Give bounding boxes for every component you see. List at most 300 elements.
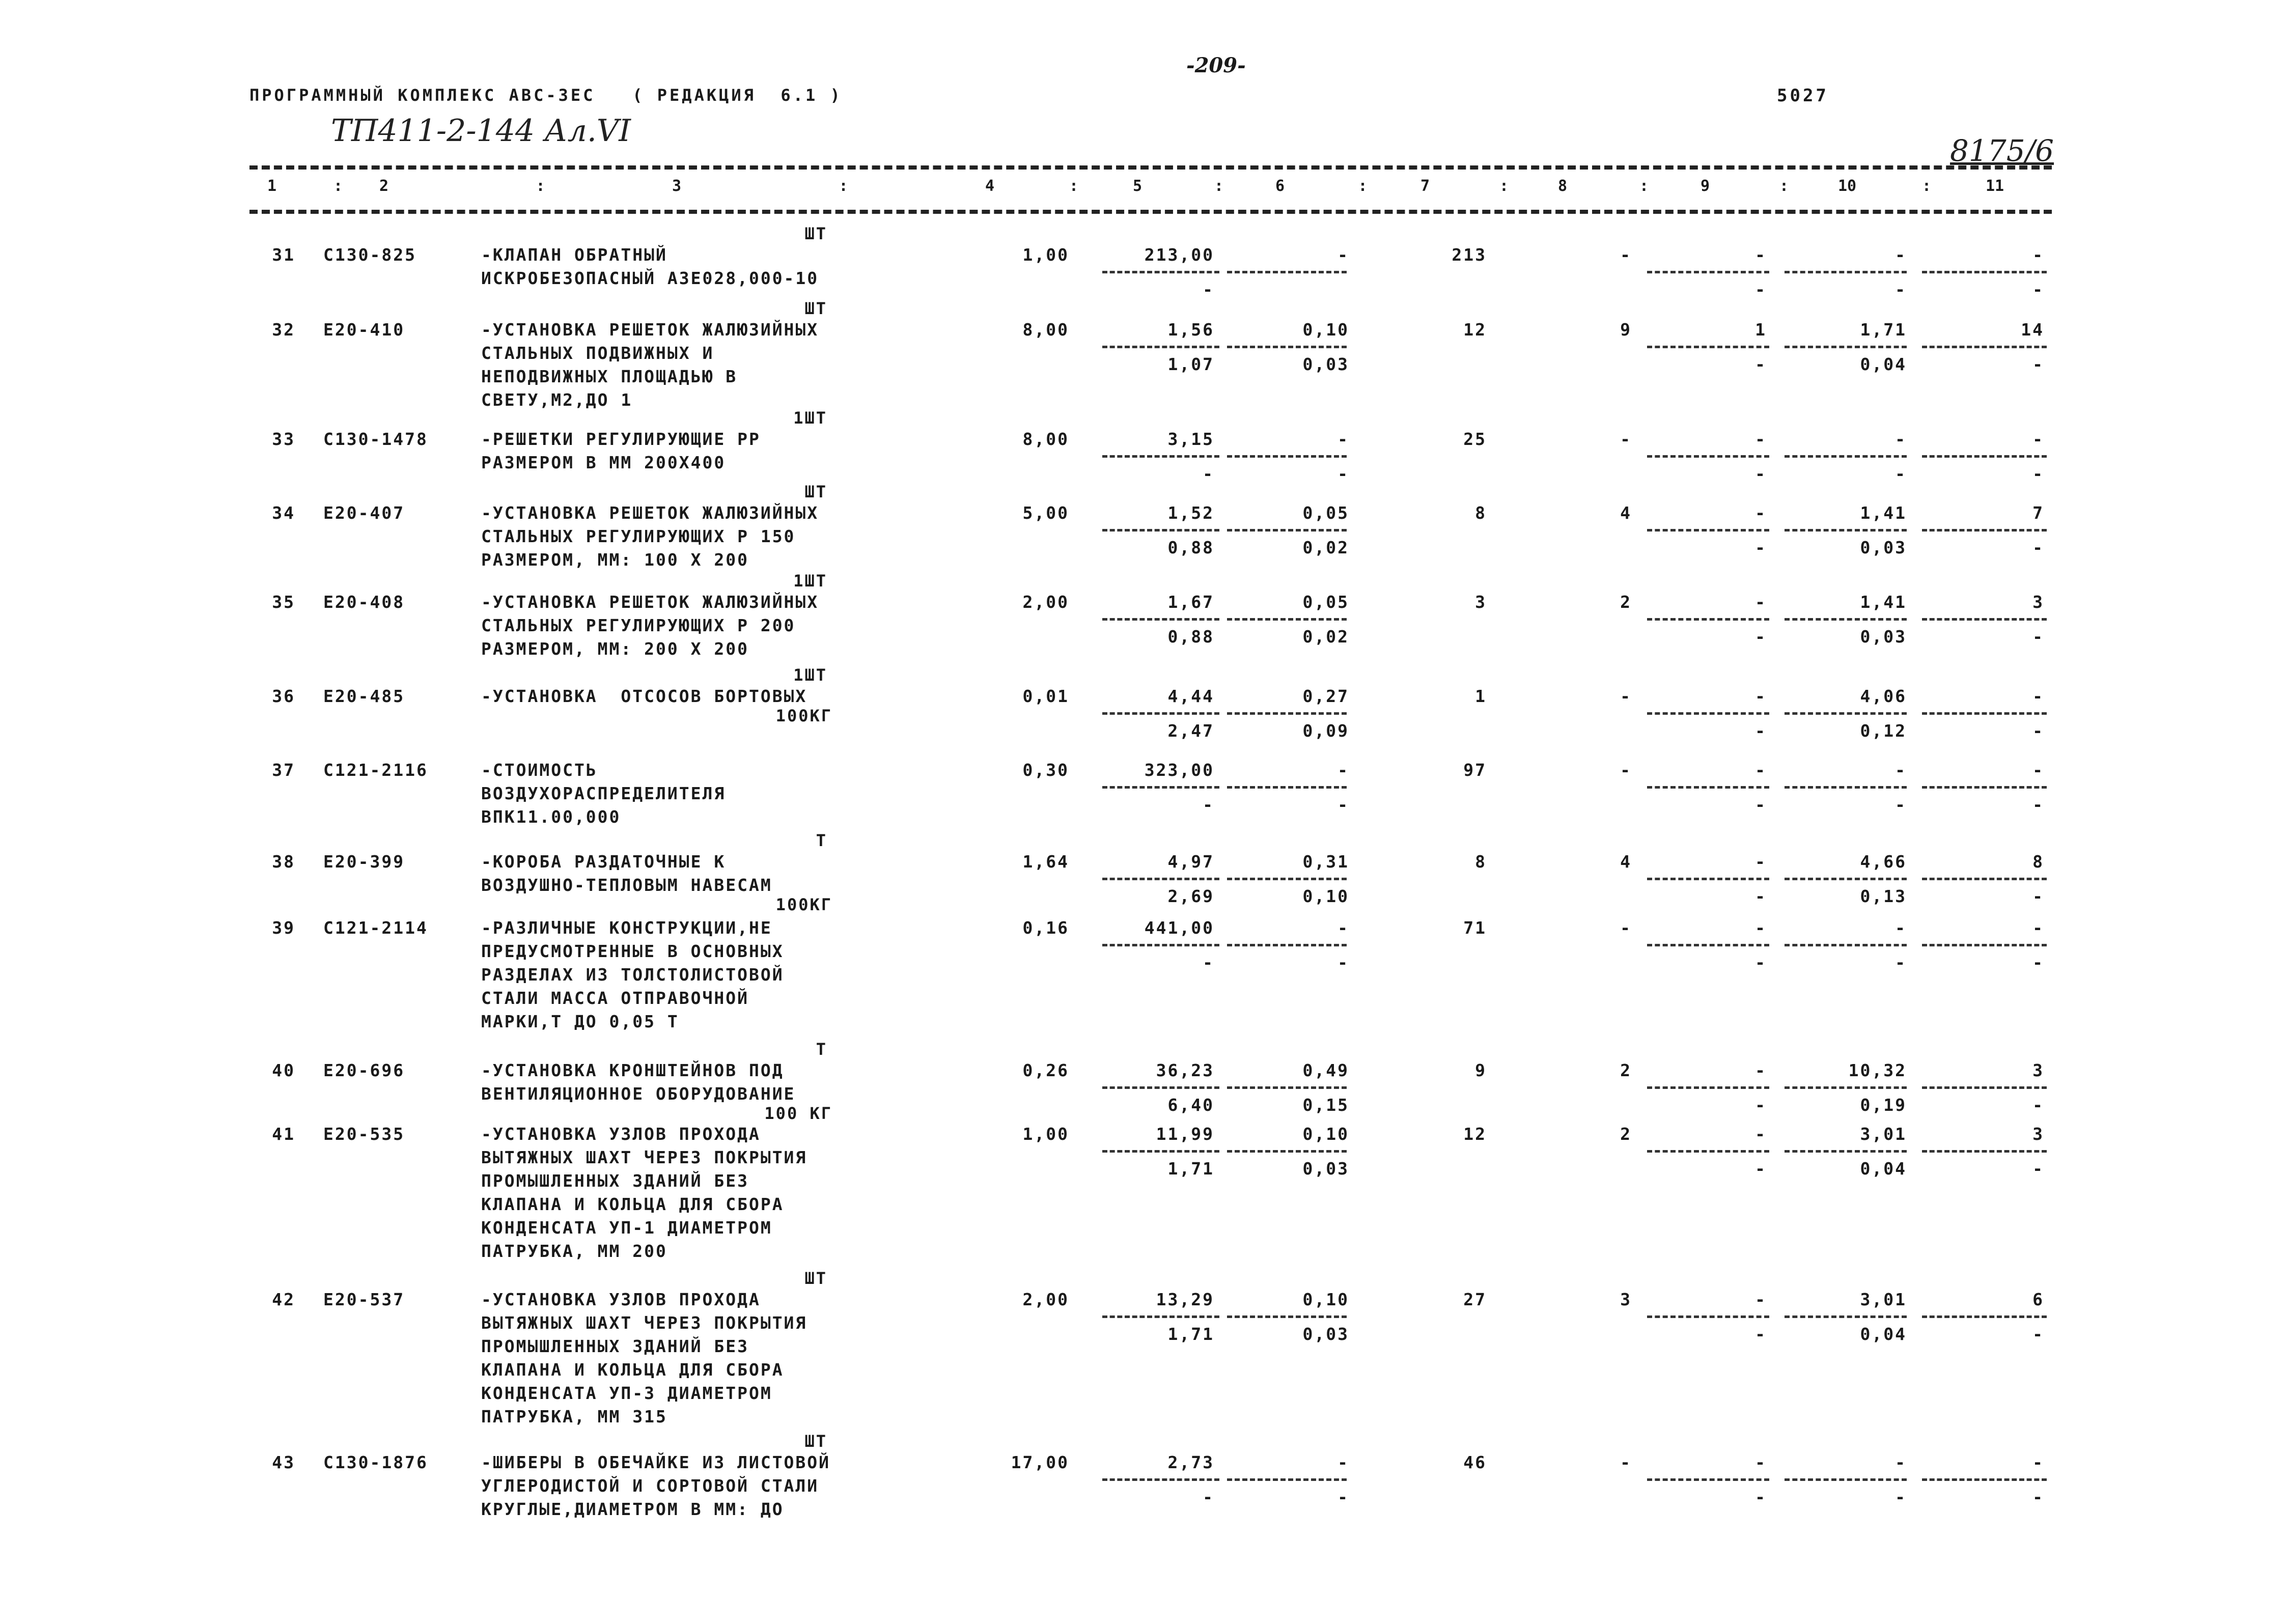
unit-label: 1ШТ — [793, 665, 827, 685]
machine-wage-total: - — [1755, 795, 1767, 815]
value-separator — [1785, 346, 1907, 348]
value-separator — [1922, 529, 2047, 531]
machine-cost-wage: 0,02 — [1302, 538, 1349, 557]
column-divider: : — [1639, 177, 1649, 195]
item-description-line: ПРОМЫШЛЕННЫХ ЗДАНИЙ БЕЗ — [481, 1336, 749, 1356]
unit-cost-total: 2,73 — [1167, 1452, 1214, 1472]
machine-total: 1 — [1755, 320, 1767, 340]
item-description-line: СТАЛИ МАССА ОТПРАВОЧНОЙ — [481, 988, 749, 1008]
wages-total: - — [1620, 429, 1632, 449]
unit-cost-total: 441,00 — [1144, 918, 1214, 938]
item-code: С121-2114 — [323, 918, 428, 938]
machine-cost: - — [1337, 918, 1349, 938]
row-number: 41 — [272, 1124, 295, 1144]
value-separator — [1922, 1150, 2047, 1153]
unit-label: 1ШТ — [793, 571, 827, 591]
labor-hours-machine: 0,13 — [1860, 886, 1907, 906]
value-separator — [1922, 271, 2047, 273]
column-header-6: 6 — [1275, 177, 1285, 195]
column-header-11: 11 — [1986, 177, 2004, 195]
value-separator — [1227, 878, 1347, 880]
unit-cost-wage: - — [1203, 279, 1214, 299]
column-header-3: 3 — [672, 177, 682, 195]
column-divider: : — [536, 177, 545, 195]
value-separator — [1785, 1150, 1907, 1153]
column-divider: : — [1922, 177, 1932, 195]
unit-cost-total: 4,97 — [1167, 852, 1214, 872]
quantity: 8,00 — [1022, 320, 1069, 340]
value-separator — [1647, 712, 1769, 715]
unit-cost-wage: - — [1203, 953, 1214, 972]
labor-hours-total: 6 — [2032, 1290, 2044, 1309]
quantity: 17,00 — [1011, 1452, 1069, 1472]
column-header-7: 7 — [1420, 177, 1430, 195]
labor-hours: - — [1895, 1452, 1907, 1472]
value-separator — [1102, 346, 1219, 348]
labor-hours-machine: - — [1895, 795, 1907, 815]
labor-hours-machine: 0,04 — [1860, 354, 1907, 374]
value-separator — [1647, 1150, 1769, 1153]
machine-cost: 0,10 — [1302, 1290, 1349, 1309]
labor-hours-machine-total: - — [2032, 1159, 2044, 1179]
unit-cost-wage: - — [1203, 464, 1214, 484]
machine-cost: 0,10 — [1302, 1124, 1349, 1144]
row-number: 40 — [272, 1060, 295, 1080]
item-description-line: ВЕНТИЛЯЦИОННОЕ ОБОРУДОВАНИЕ — [481, 1084, 796, 1104]
column-divider: : — [1358, 177, 1368, 195]
total-cost: 12 — [1463, 320, 1487, 340]
labor-hours-machine: - — [1895, 279, 1907, 299]
item-description-line: СТАЛЬНЫХ ПОДВИЖНЫХ И — [481, 343, 714, 363]
column-header-10: 10 — [1838, 177, 1857, 195]
column-divider: : — [1499, 177, 1509, 195]
machine-wage-total: - — [1755, 464, 1767, 484]
row-number: 43 — [272, 1452, 295, 1472]
total-cost: 46 — [1463, 1452, 1487, 1472]
labor-hours-machine-total: - — [2032, 721, 2044, 741]
unit-cost-wage: 2,69 — [1167, 886, 1214, 906]
row-number: 36 — [272, 686, 295, 706]
machine-wage-total: - — [1755, 627, 1767, 647]
machine-cost-wage: - — [1337, 464, 1349, 484]
value-separator — [1647, 944, 1769, 946]
item-description-line: КОНДЕНСАТА УП-1 ДИАМЕТРОМ — [481, 1218, 772, 1238]
row-number: 33 — [272, 429, 295, 449]
machine-wage-total: - — [1755, 279, 1767, 299]
total-cost: 8 — [1475, 503, 1487, 523]
item-description-line: -УСТАНОВКА РЕШЕТОК ЖАЛЮЗИЙНЫХ — [481, 592, 819, 612]
machine-cost: 0,49 — [1302, 1060, 1349, 1080]
value-separator — [1785, 529, 1907, 531]
item-description-line: РАЗДЕЛАХ ИЗ ТОЛСТОЛИСТОВОЙ — [481, 965, 784, 985]
column-header-1: 1 — [267, 177, 277, 195]
column-header-5: 5 — [1133, 177, 1142, 195]
machine-wage-total: - — [1755, 953, 1767, 972]
value-separator — [1227, 271, 1347, 273]
wages-total: - — [1620, 760, 1632, 780]
value-separator — [1922, 1315, 2047, 1318]
item-code: С121-2116 — [323, 760, 428, 780]
quantity: 1,64 — [1022, 852, 1069, 872]
machine-cost: - — [1337, 760, 1349, 780]
item-description-line: -КЛАПАН ОБРАТНЫЙ — [481, 245, 667, 265]
unit-cost-wage: 6,40 — [1167, 1095, 1214, 1115]
labor-hours: 4,66 — [1860, 852, 1907, 872]
labor-hours-machine-total: - — [2032, 1095, 2044, 1115]
value-separator — [1922, 346, 2047, 348]
unit-cost-wage: 1,71 — [1167, 1324, 1214, 1344]
total-cost: 71 — [1463, 918, 1487, 938]
labor-hours-machine: - — [1895, 1487, 1907, 1507]
row-number: 34 — [272, 503, 295, 523]
item-code: Е20-410 — [323, 320, 405, 340]
unit-cost-total: 13,29 — [1156, 1290, 1214, 1309]
value-separator — [1922, 944, 2047, 946]
labor-hours-machine-total: - — [2032, 627, 2044, 647]
top-rule — [249, 165, 2052, 170]
unit-cost-wage: - — [1203, 795, 1214, 815]
quantity: 1,00 — [1022, 1124, 1069, 1144]
labor-hours: 3,01 — [1860, 1124, 1907, 1144]
value-separator — [1647, 346, 1769, 348]
machine-total: - — [1755, 592, 1767, 612]
item-description-line: МАРКИ,Т ДО 0,05 Т — [481, 1012, 679, 1031]
labor-hours: 10,32 — [1848, 1060, 1907, 1080]
unit-cost-total: 36,23 — [1156, 1060, 1214, 1080]
total-cost: 1 — [1475, 686, 1487, 706]
item-description-line: ВЫТЯЖНЫХ ШАХТ ЧЕРЕЗ ПОКРЫТИЯ — [481, 1313, 807, 1333]
row-number: 32 — [272, 320, 295, 340]
labor-hours: - — [1895, 760, 1907, 780]
unit-cost-wage: 1,07 — [1167, 354, 1214, 374]
column-divider: : — [333, 177, 343, 195]
machine-total: - — [1755, 686, 1767, 706]
item-description-line: ВОЗДУШНО-ТЕПЛОВЫМ НАВЕСАМ — [481, 875, 772, 895]
value-separator — [1102, 1086, 1219, 1089]
item-description-line: КЛАПАНА И КОЛЬЦА ДЛЯ СБОРА — [481, 1194, 784, 1214]
unit-label: ШТ — [804, 482, 827, 501]
item-description-line: НЕПОДВИЖНЫХ ПЛОЩАДЬЮ В — [481, 367, 738, 386]
value-separator — [1785, 455, 1907, 458]
quantity: 0,01 — [1022, 686, 1069, 706]
machine-total: - — [1755, 245, 1767, 265]
wages-total: 3 — [1620, 1290, 1632, 1309]
machine-cost-wage: 0,15 — [1302, 1095, 1349, 1115]
item-description-line: ПАТРУБКА, ММ 315 — [481, 1407, 667, 1426]
quantity: 5,00 — [1022, 503, 1069, 523]
column-divider: : — [839, 177, 848, 195]
labor-hours-machine: - — [1895, 953, 1907, 972]
item-description-line: СВЕТУ,М2,ДО 1 — [481, 390, 633, 410]
unit-cost-total: 323,00 — [1144, 760, 1214, 780]
value-separator — [1102, 618, 1219, 621]
item-description-line: -РЕШЕТКИ РЕГУЛИРУЮЩИЕ РР — [481, 429, 761, 449]
total-cost: 97 — [1463, 760, 1487, 780]
total-cost: 27 — [1463, 1290, 1487, 1309]
unit-label: ШТ — [804, 1269, 827, 1288]
unit-cost-total: 11,99 — [1156, 1124, 1214, 1144]
machine-cost: - — [1337, 1452, 1349, 1472]
item-description-line: ВЫТЯЖНЫХ ШАХТ ЧЕРЕЗ ПОКРЫТИЯ — [481, 1147, 807, 1167]
labor-hours-machine-total: - — [2032, 279, 2044, 299]
value-separator — [1922, 1478, 2047, 1481]
item-code: С130-1478 — [323, 429, 428, 449]
unit-cost-total: 1,56 — [1167, 320, 1214, 340]
machine-total: - — [1755, 1452, 1767, 1472]
quantity: 0,30 — [1022, 760, 1069, 780]
value-separator — [1785, 618, 1907, 621]
value-separator — [1102, 712, 1219, 715]
item-description-line: УГЛЕРОДИСТОЙ И СОРТОВОЙ СТАЛИ — [481, 1476, 819, 1496]
labor-hours-machine: 0,19 — [1860, 1095, 1907, 1115]
machine-cost-wage: 0,09 — [1302, 721, 1349, 741]
row-number: 35 — [272, 592, 295, 612]
item-description-line: СТАЛЬНЫХ РЕГУЛИРУЮЩИХ Р 200 — [481, 615, 796, 635]
item-description-line: -УСТАНОВКА РЕШЕТОК ЖАЛЮЗИЙНЫХ — [481, 320, 819, 340]
quantity: 0,16 — [1022, 918, 1069, 938]
machine-total: - — [1755, 1124, 1767, 1144]
machine-cost-wage: 0,03 — [1302, 1324, 1349, 1344]
value-separator — [1102, 455, 1219, 458]
unit-cost-wage: - — [1203, 1487, 1214, 1507]
value-separator — [1922, 455, 2047, 458]
labor-hours-total: 14 — [2021, 320, 2044, 340]
labor-hours-total: - — [2032, 1452, 2044, 1472]
value-separator — [1102, 786, 1219, 789]
unit-label: Т — [816, 831, 827, 850]
item-description-line: -КОРОБА РАЗДАТОЧНЫЕ К — [481, 852, 726, 872]
item-description-line: РАЗМЕРОМ, ММ: 200 Х 200 — [481, 639, 749, 659]
item-description-line: ПРЕДУСМОТРЕННЫЕ В ОСНОВНЫХ — [481, 941, 784, 961]
item-description-line: РАЗМЕРОМ, ММ: 100 Х 200 — [481, 550, 749, 570]
value-separator — [1227, 1478, 1347, 1481]
value-separator — [1647, 878, 1769, 880]
labor-hours-machine: 0,12 — [1860, 721, 1907, 741]
wages-total: - — [1620, 245, 1632, 265]
item-description-line: ПАТРУБКА, ММ 200 — [481, 1241, 667, 1261]
wages-total: 9 — [1620, 320, 1632, 340]
value-separator — [1227, 1150, 1347, 1153]
value-separator — [1785, 1086, 1907, 1089]
column-header-8: 8 — [1558, 177, 1568, 195]
wages-total: 2 — [1620, 1060, 1632, 1080]
item-description-line: КОНДЕНСАТА УП-3 ДИАМЕТРОМ — [481, 1383, 772, 1403]
item-description-line: КЛАПАНА И КОЛЬЦА ДЛЯ СБОРА — [481, 1360, 784, 1380]
labor-hours: 1,71 — [1860, 320, 1907, 340]
value-separator — [1647, 1315, 1769, 1318]
item-description-line: ВОЗДУХОРАСПРЕДЕЛИТЕЛЯ — [481, 783, 726, 803]
labor-hours-machine: 0,04 — [1860, 1159, 1907, 1179]
wages-total: 2 — [1620, 592, 1632, 612]
value-separator — [1785, 786, 1907, 789]
value-separator — [1227, 1315, 1347, 1318]
machine-wage-total: - — [1755, 1324, 1767, 1344]
labor-hours-machine-total: - — [2032, 354, 2044, 374]
labor-hours: 1,41 — [1860, 503, 1907, 523]
machine-cost: 0,05 — [1302, 592, 1349, 612]
labor-hours: - — [1895, 918, 1907, 938]
row-number: 37 — [272, 760, 295, 780]
value-separator — [1647, 1086, 1769, 1089]
wages-total: - — [1620, 686, 1632, 706]
labor-hours-total: - — [2032, 918, 2044, 938]
item-description-line: РАЗМЕРОМ В ММ 200Х400 — [481, 453, 726, 472]
total-cost: 8 — [1475, 852, 1487, 872]
labor-hours-machine-total: - — [2032, 538, 2044, 557]
machine-cost-wage: - — [1337, 1487, 1349, 1507]
labor-hours-machine: 0,03 — [1860, 538, 1907, 557]
item-code: Е20-696 — [323, 1060, 405, 1080]
column-header-2: 2 — [379, 177, 389, 195]
labor-hours-total: 8 — [2032, 852, 2044, 872]
row-number: 31 — [272, 245, 295, 265]
column-divider: : — [1779, 177, 1789, 195]
item-description-line: -ШИБЕРЫ В ОБЕЧАЙКЕ ИЗ ЛИСТОВОЙ — [481, 1452, 831, 1472]
labor-hours-machine-total: - — [2032, 464, 2044, 484]
value-separator — [1647, 271, 1769, 273]
total-cost: 3 — [1475, 592, 1487, 612]
labor-hours: 3,01 — [1860, 1290, 1907, 1309]
machine-cost-wage: 0,02 — [1302, 627, 1349, 647]
value-separator — [1922, 712, 2047, 715]
item-description-line: -УСТАНОВКА УЗЛОВ ПРОХОДА — [481, 1124, 761, 1144]
value-separator — [1102, 1478, 1219, 1481]
machine-total: - — [1755, 1060, 1767, 1080]
value-separator — [1785, 1315, 1907, 1318]
machine-wage-total: - — [1755, 538, 1767, 557]
unit-cost-total: 213,00 — [1144, 245, 1214, 265]
machine-cost: - — [1337, 429, 1349, 449]
header-rule — [249, 210, 2052, 214]
machine-cost-wage: - — [1337, 795, 1349, 815]
value-separator — [1227, 529, 1347, 531]
total-cost: 12 — [1463, 1124, 1487, 1144]
value-separator — [1785, 878, 1907, 880]
machine-total: - — [1755, 503, 1767, 523]
column-header-4: 4 — [985, 177, 995, 195]
labor-hours-machine: - — [1895, 464, 1907, 484]
value-separator — [1647, 455, 1769, 458]
machine-cost-wage: - — [1337, 953, 1349, 972]
machine-wage-total: - — [1755, 1487, 1767, 1507]
item-description-line: СТАЛЬНЫХ РЕГУЛИРУЮЩИХ Р 150 — [481, 526, 796, 546]
unit-label: 100 КГ — [764, 1104, 832, 1123]
wages-total: 4 — [1620, 852, 1632, 872]
item-description-line: ИСКРОБЕЗОПАСНЫЙ АЗЕ028,000-10 — [481, 268, 819, 288]
value-separator — [1785, 712, 1907, 715]
machine-total: - — [1755, 1290, 1767, 1309]
item-code: Е20-537 — [323, 1290, 405, 1309]
value-separator — [1785, 271, 1907, 273]
unit-cost-wage: 2,47 — [1167, 721, 1214, 741]
labor-hours-total: 3 — [2032, 1124, 2044, 1144]
labor-hours-total: 3 — [2032, 1060, 2044, 1080]
wages-total: 4 — [1620, 503, 1632, 523]
item-code: Е20-485 — [323, 686, 405, 706]
labor-hours: - — [1895, 245, 1907, 265]
labor-hours-machine-total: - — [2032, 886, 2044, 906]
value-separator — [1227, 944, 1347, 946]
machine-wage-total: - — [1755, 886, 1767, 906]
unit-cost-wage: 0,88 — [1167, 627, 1214, 647]
value-separator — [1227, 1086, 1347, 1089]
item-description-line: -РАЗЛИЧНЫЕ КОНСТРУКЦИИ,НЕ — [481, 918, 772, 938]
column-divider: : — [1214, 177, 1224, 195]
stamp-number: 8175/6 — [1950, 133, 2054, 168]
wages-total: - — [1620, 918, 1632, 938]
labor-hours-total: - — [2032, 245, 2044, 265]
value-separator — [1922, 618, 2047, 621]
labor-hours: 4,06 — [1860, 686, 1907, 706]
value-separator — [1785, 1478, 1907, 1481]
machine-total: - — [1755, 852, 1767, 872]
labor-hours-machine: 0,03 — [1860, 627, 1907, 647]
total-cost: 25 — [1463, 429, 1487, 449]
labor-hours-machine: 0,04 — [1860, 1324, 1907, 1344]
value-separator — [1227, 346, 1347, 348]
value-separator — [1922, 1086, 2047, 1089]
item-description-line: -УСТАНОВКА УЗЛОВ ПРОХОДА — [481, 1290, 761, 1309]
value-separator — [1102, 529, 1219, 531]
value-separator — [1227, 712, 1347, 715]
machine-cost-wage: 0,10 — [1302, 886, 1349, 906]
item-description-line: КРУГЛЫЕ,ДИАМЕТРОМ В ММ: ДО — [481, 1499, 784, 1519]
labor-hours-machine-total: - — [2032, 795, 2044, 815]
row-number: 38 — [272, 852, 295, 872]
value-separator — [1785, 944, 1907, 946]
value-separator — [1227, 786, 1347, 789]
value-separator — [1227, 455, 1347, 458]
value-separator — [1647, 618, 1769, 621]
machine-total: - — [1755, 429, 1767, 449]
handwritten-project-id: ТП411-2-144 Ал.VI — [331, 113, 631, 149]
quantity: 1,00 — [1022, 245, 1069, 265]
item-description-line: -СТОИМОСТЬ — [481, 760, 598, 780]
value-separator — [1102, 271, 1219, 273]
row-number: 42 — [272, 1290, 295, 1309]
machine-wage-total: - — [1755, 354, 1767, 374]
machine-wage-total: - — [1755, 721, 1767, 741]
item-code: Е20-408 — [323, 592, 405, 612]
labor-hours-total: - — [2032, 686, 2044, 706]
wages-total: 2 — [1620, 1124, 1632, 1144]
value-separator — [1647, 786, 1769, 789]
machine-cost: 0,31 — [1302, 852, 1349, 872]
value-separator — [1102, 1315, 1219, 1318]
item-code: С130-825 — [323, 245, 416, 265]
item-description-line: -УСТАНОВКА ОТСОСОВ БОРТОВЫХ — [481, 686, 807, 706]
page-number: -209- — [1186, 53, 1246, 77]
machine-wage-total: - — [1755, 1159, 1767, 1179]
machine-cost-wage: 0,03 — [1302, 354, 1349, 374]
value-separator — [1102, 878, 1219, 880]
document-code: 5027 — [1777, 86, 1829, 106]
unit-label: Т — [816, 1040, 827, 1059]
quantity: 0,26 — [1022, 1060, 1069, 1080]
total-cost: 213 — [1452, 245, 1487, 265]
wages-total: - — [1620, 1452, 1632, 1472]
value-separator — [1922, 878, 2047, 880]
item-code: С130-1876 — [323, 1452, 428, 1472]
item-code: Е20-535 — [323, 1124, 405, 1144]
machine-cost: - — [1337, 245, 1349, 265]
unit-label: ШТ — [804, 1432, 827, 1451]
value-separator — [1922, 786, 2047, 789]
machine-total: - — [1755, 760, 1767, 780]
item-description-line: -УСТАНОВКА РЕШЕТОК ЖАЛЮЗИЙНЫХ — [481, 503, 819, 523]
item-description-line: ВПК11.00,000 — [481, 807, 621, 827]
item-description-line: -УСТАНОВКА КРОНШТЕЙНОВ ПОД — [481, 1060, 784, 1080]
